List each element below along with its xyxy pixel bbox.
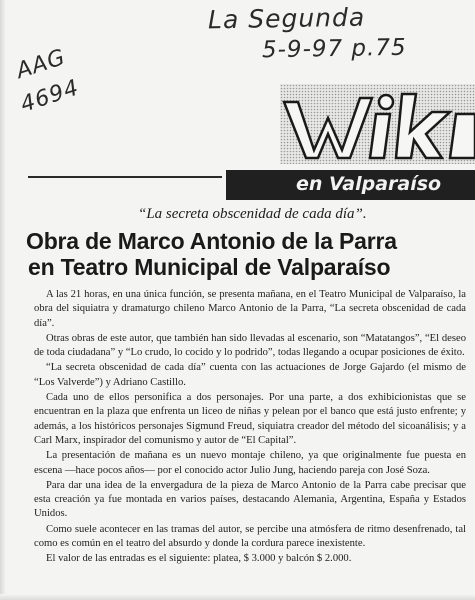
body-paragraph: La presentación de mañana es un nuevo montaje chileno, ya que originalmente fue puesta en escena —hace pocos años— por el conocido actor Julio Jung, haciendo pareja con José Soza. [34,450,466,476]
handwritten-date-note: 5-9-97 p.75 [261,34,407,64]
handwritten-archive-code: AAG [13,44,69,85]
body-paragraph: Otras obras de este autor, que también han sido llevadas al escenario, son “Matatangos”, “El deseo de toda ciudadana” y “Lo crudo, lo cocido y lo podrido”, todas llegando a ocupar posiciones de éxito. [34,332,466,359]
body-paragraph: A las 21 horas, en una única función, se presenta mañana, en el Teatro Municipal de Valparaíso, la obra del siquiatra y dramaturgo chileno Marco Antonio de la Parra, “La secreta obscenidad de cada día”. [34,289,466,329]
headline-line-1: Obra de Marco Antonio de la Parra [26,228,397,254]
handwritten-source-note: La Segunda [207,2,366,35]
body-paragraph: Como suele acontecer en las tramas del autor, se percibe una atmósfera de ritmo desenfrenado, tal como es común en el teatro del absurdo y donde la cordura parece inexistente. [34,523,466,550]
scan-edge-bottom [0,594,475,600]
body-paragraph: El valor de las entradas es el siguiente: platea, $ 3.000 y balcón $ 2.000. [46,553,352,565]
body-paragraph: Cada uno de ellos personifica a dos personajes. Por una parte, a dos exhibicionistas que se encuentran en la plaza que enfrenta un liceo de niñas y pelean por el banco que está justo enfrente; y además, a los históricos personajes Sigmund Freud, siquiatra creador del método del sicoanálisis; y a Carl Marx, inspirador del comunismo y autor de “El Capital”. [34,392,466,446]
article-kicker-quote: “La secreta obscenidad de cada día”. [138,206,367,222]
handwritten-archive-number: 4694 [17,75,83,118]
section-label: en Valparaíso [296,173,442,195]
article-headline [26,228,471,280]
headline-line-2: en Teatro Municipal de Valparaíso [28,254,391,280]
article-body [34,288,466,568]
scan-edge [0,0,6,600]
section-rule [28,176,222,178]
body-paragraph: “La secreta obscenidad de cada día” cuenta con las actuaciones de Jorge Gajardo (el mismo de “Los Valverde”) y Adriano Castillo. [34,362,466,388]
wiken-logo-icon [280,84,475,164]
body-paragraph: Para dar una idea de la envergadura de la pieza de Marco Antonio de la Parra cabe precisar que esta creación ya fue montada en varios países, destacando Alemania, Argentina, España y Estados Unidos. [34,479,466,520]
